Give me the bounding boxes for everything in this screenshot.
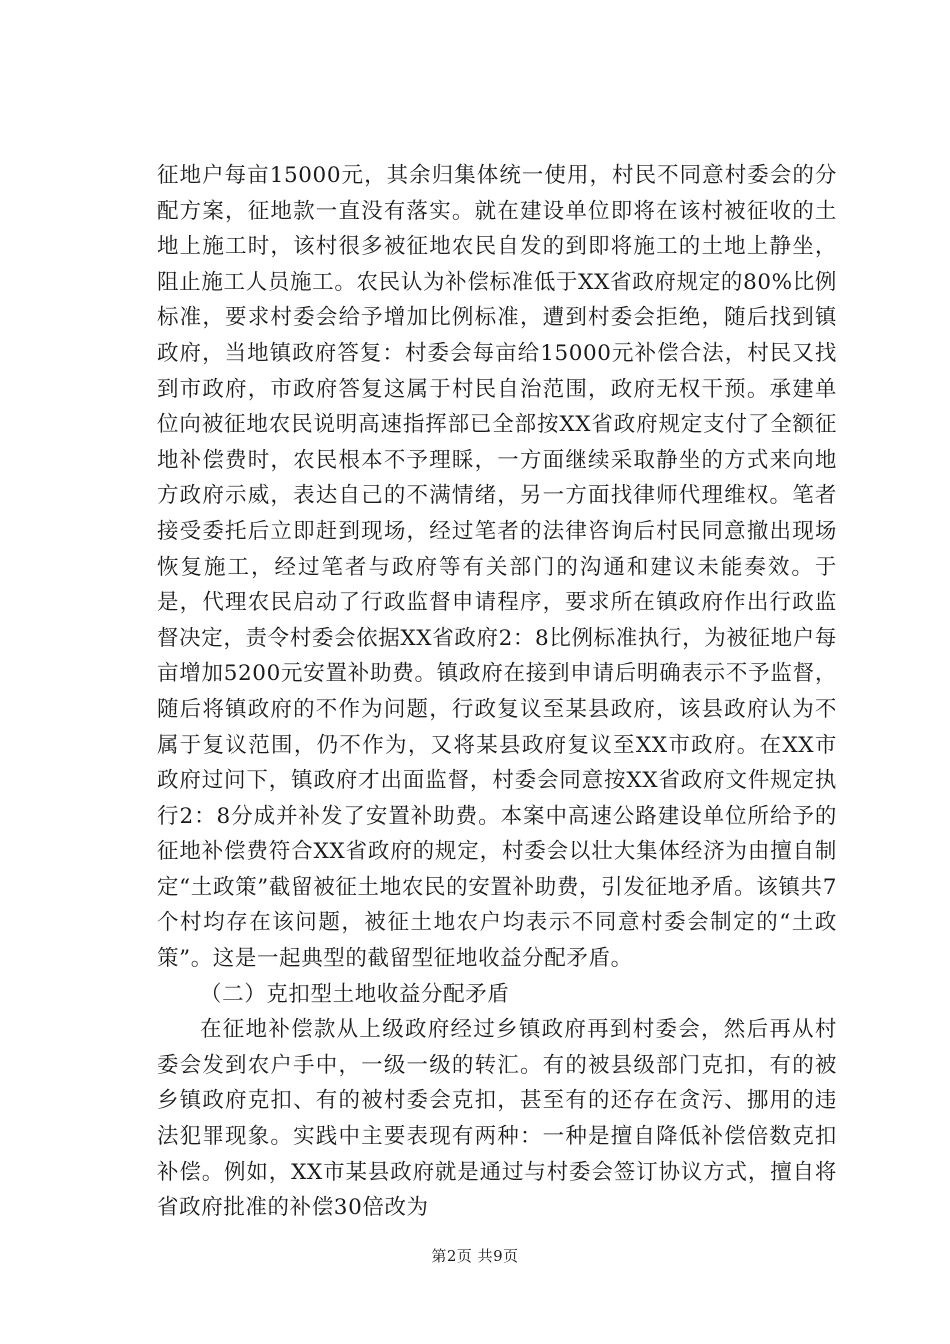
- body-paragraph: 在征地补偿款从上级政府经过乡镇政府再到村委会，然后再从村委会发到农户手中，一级一级的转汇。有的被县级部门克扣，有的被乡镇政府克扣、有的被村委会克扣，甚至有的还存在贪污、挪用的违法犯罪现象。实践中主要表现有两种：一种是擅自降低补偿倍数克扣补偿。例如，XX市某县政府就是通过与村委会签订协议方式，擅自将省政府批准的补偿30倍改为: [157, 1017, 837, 1221]
- section-heading: （二）克扣型土地收益分配矛盾: [200, 981, 510, 1007]
- body-paragraph: 征地户每亩15000元，其余归集体统一使用，村民不同意村委会的分配方案，征地款一直没有落实。就在建设单位即将在该村被征收的土地上施工时，该村很多被征地农民自发的到即将施工的土地上静坐，阻止施工人员施工。农民认为补偿标准低于XX省政府规定的80%比例标准，要求村委会给予增加比例标准，遭到村委会拒绝，随后找到镇政府，当地镇政府答复：村委会每亩给15000元补偿合法，村民又找到市政府，市政府答复这属于村民自治范围，政府无权干预。承建单位向被征地农民说明高速指挥部已全部按XX省政府规定支付了全额征地补偿费时，农民根本不予理睬，一方面继续采取静坐的方式来向地方政府示威，表达自己的不满情绪，另一方面找律师代理维权。笔者接受委托后立即赶到现场，经过笔者的法律咨询后村民同意撤出现场恢复施工，经过笔者与政府等有关部门的沟通和建议未能奏效。于是，代理农民启动了行政监督申请程序，要求所在镇政府作出行政监督决定，责令村委会依据XX省政府2：8比例标准执行，为被征地户每亩增加5200元安置补助费。镇政府在接到申请后明确表示不予监督，随后将镇政府的不作为问题，行政复议至某县政府，该县政府认为不属于复议范围，仍不作为，又将某县政府复议至XX市政府。在XX市政府过问下，镇政府才出面监督，村委会同意按XX省政府文件规定执行2：8分成并补发了安置补助费。本案中高速公路建设单位所给予的征地补偿费符合XX省政府的规定，村委会以壮大集体经济为由擅自制定“土政策”截留被征土地农民的安置补助费，引发征地矛盾。该镇共7个村均存在该问题，被征土地农户均表示不同意村委会制定的“土政策”。这是一起典型的截留型征地收益分配矛盾。: [157, 163, 837, 972]
- document-body: [157, 158, 837, 1226]
- page-footer: 第2页 共9页: [431, 1247, 519, 1265]
